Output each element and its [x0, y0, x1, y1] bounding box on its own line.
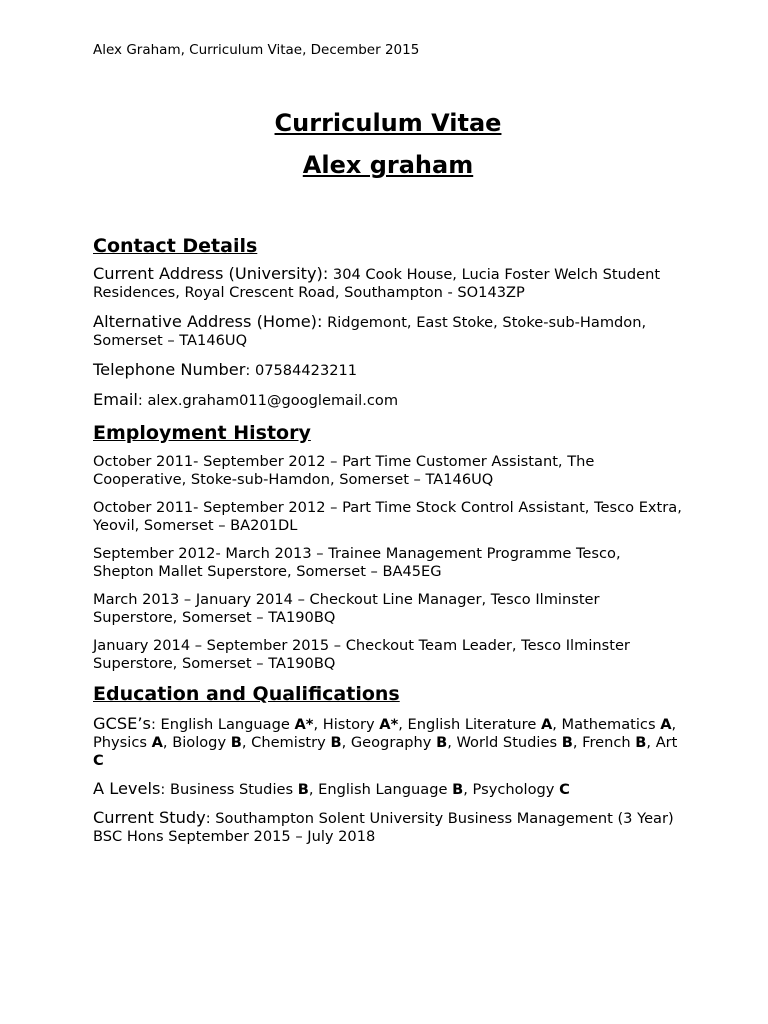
contact-separator: : [245, 362, 251, 379]
gcse-subject-grade: A* [294, 716, 314, 733]
employment-history-heading: Employment History [93, 422, 311, 444]
education-heading: Education and Qualifications [93, 683, 400, 705]
alevels-subject-list: Business Studies B, English Language B, Psychology C [169, 781, 570, 798]
contact-separator: : [137, 392, 143, 409]
alevels-entry [93, 780, 683, 799]
contact-value: Ridgemont, East Stoke, Stoke-sub-Hamdon, Somerset – TA146UQ [93, 314, 647, 349]
contact-label: Telephone Number [93, 360, 246, 379]
employment-entry: September 2012- March 2013 – Trainee Management Programme Tesco, Shepton Mallet Superstore, Somerset – BA45EG [93, 545, 621, 580]
contact-label: Alternative Address (Home): [93, 312, 323, 331]
cv-page [93, 40, 683, 846]
gcse-subject-name: Geography [350, 734, 432, 751]
alevels-subject-grade: B [297, 781, 309, 798]
gcse-subject-name: English Literature [407, 716, 537, 733]
gcse-separator: : [150, 716, 156, 733]
gcse-subject-name: History [322, 716, 375, 733]
contact-current-address [93, 265, 683, 302]
gcse-subject-grade: B [561, 734, 573, 751]
contact-email [93, 391, 683, 410]
gcse-subject-grade: A [660, 716, 672, 733]
employment-entry: October 2011- September 2012 – Part Time Customer Assistant, The Cooperative, Stoke-sub-Hamdon, Somerset – TA146UQ [93, 453, 595, 488]
contact-label: Email [93, 390, 138, 409]
alevels-subject-name: English Language [318, 781, 448, 798]
contact-details-heading: Contact Details [93, 235, 258, 257]
candidate-name: Alex graham [302, 151, 474, 179]
gcse-subject-name: Art [655, 734, 678, 751]
alevels-subject-name: Business Studies [169, 781, 294, 798]
contact-value: 304 Cook House, Lucia Foster Welch Student Residences, Royal Crescent Road, Southampton - SO143ZP [93, 266, 661, 301]
gcse-subject-name: English Language [160, 716, 290, 733]
gcse-subject-grade: B [635, 734, 647, 751]
gcse-subject-grade: A [540, 716, 553, 733]
gcse-subject-grade: B [230, 734, 242, 751]
contact-value: 07584423211 [250, 362, 358, 379]
current-study-entry [93, 809, 683, 846]
alevels-subject-grade: C [559, 781, 570, 798]
contact-telephone [93, 361, 683, 380]
gcse-subject-grade: A* [379, 716, 399, 733]
gcse-subject-grade: A [151, 734, 163, 751]
alevels-separator: : [160, 781, 166, 798]
gcse-entry [93, 715, 683, 770]
employment-entry: October 2011- September 2012 – Part Time Stock Control Assistant, Tesco Extra, Yeovil, Somerset – BA201DL [93, 499, 682, 534]
alevels-subject-grade: B [452, 781, 464, 798]
contact-value: alex.graham011@googlemail.com [142, 392, 399, 409]
employment-entry: March 2013 – January 2014 – Checkout Line Manager, Tesco Ilminster Superstore, Somerset – TA190BQ [93, 591, 600, 626]
document-title: Curriculum Vitae [274, 109, 502, 137]
contact-label: Current Address (University): [93, 264, 329, 283]
alevels-label: A Levels [93, 779, 161, 798]
running-header: Alex Graham, Curriculum Vitae, December 2015 [93, 42, 420, 58]
gcse-label: GCSE’s [93, 714, 151, 733]
gcse-subject-grade: C [93, 752, 104, 769]
current-study-separator: : [205, 810, 211, 827]
gcse-subject-grade: B [436, 734, 448, 751]
alevels-subject-name: Psychology [472, 781, 555, 798]
contact-alternative-address [93, 313, 683, 350]
gcse-subject-name: Biology [172, 734, 227, 751]
gcse-subject-name: Physics [93, 734, 147, 751]
gcse-subject-name: Chemistry [251, 734, 326, 751]
employment-entry: January 2014 – September 2015 – Checkout Team Leader, Tesco Ilminster Superstore, Somerset – TA190BQ [93, 637, 630, 672]
current-study-label: Current Study [93, 808, 206, 827]
gcse-subject-name: Mathematics [561, 716, 656, 733]
gcse-subject-name: World Studies [456, 734, 558, 751]
gcse-subject-list: English Language A*, History A*, English Literature A, Mathematics A, Physics A, Biology B, Chemistry B, Geography B, World Studies B, French B, Art C [93, 716, 678, 769]
current-study-value: Southampton Solent University Business Management (3 Year) BSC Hons September 2015 – July 2018 [93, 810, 674, 845]
gcse-subject-grade: B [330, 734, 342, 751]
gcse-subject-name: French [582, 734, 631, 751]
